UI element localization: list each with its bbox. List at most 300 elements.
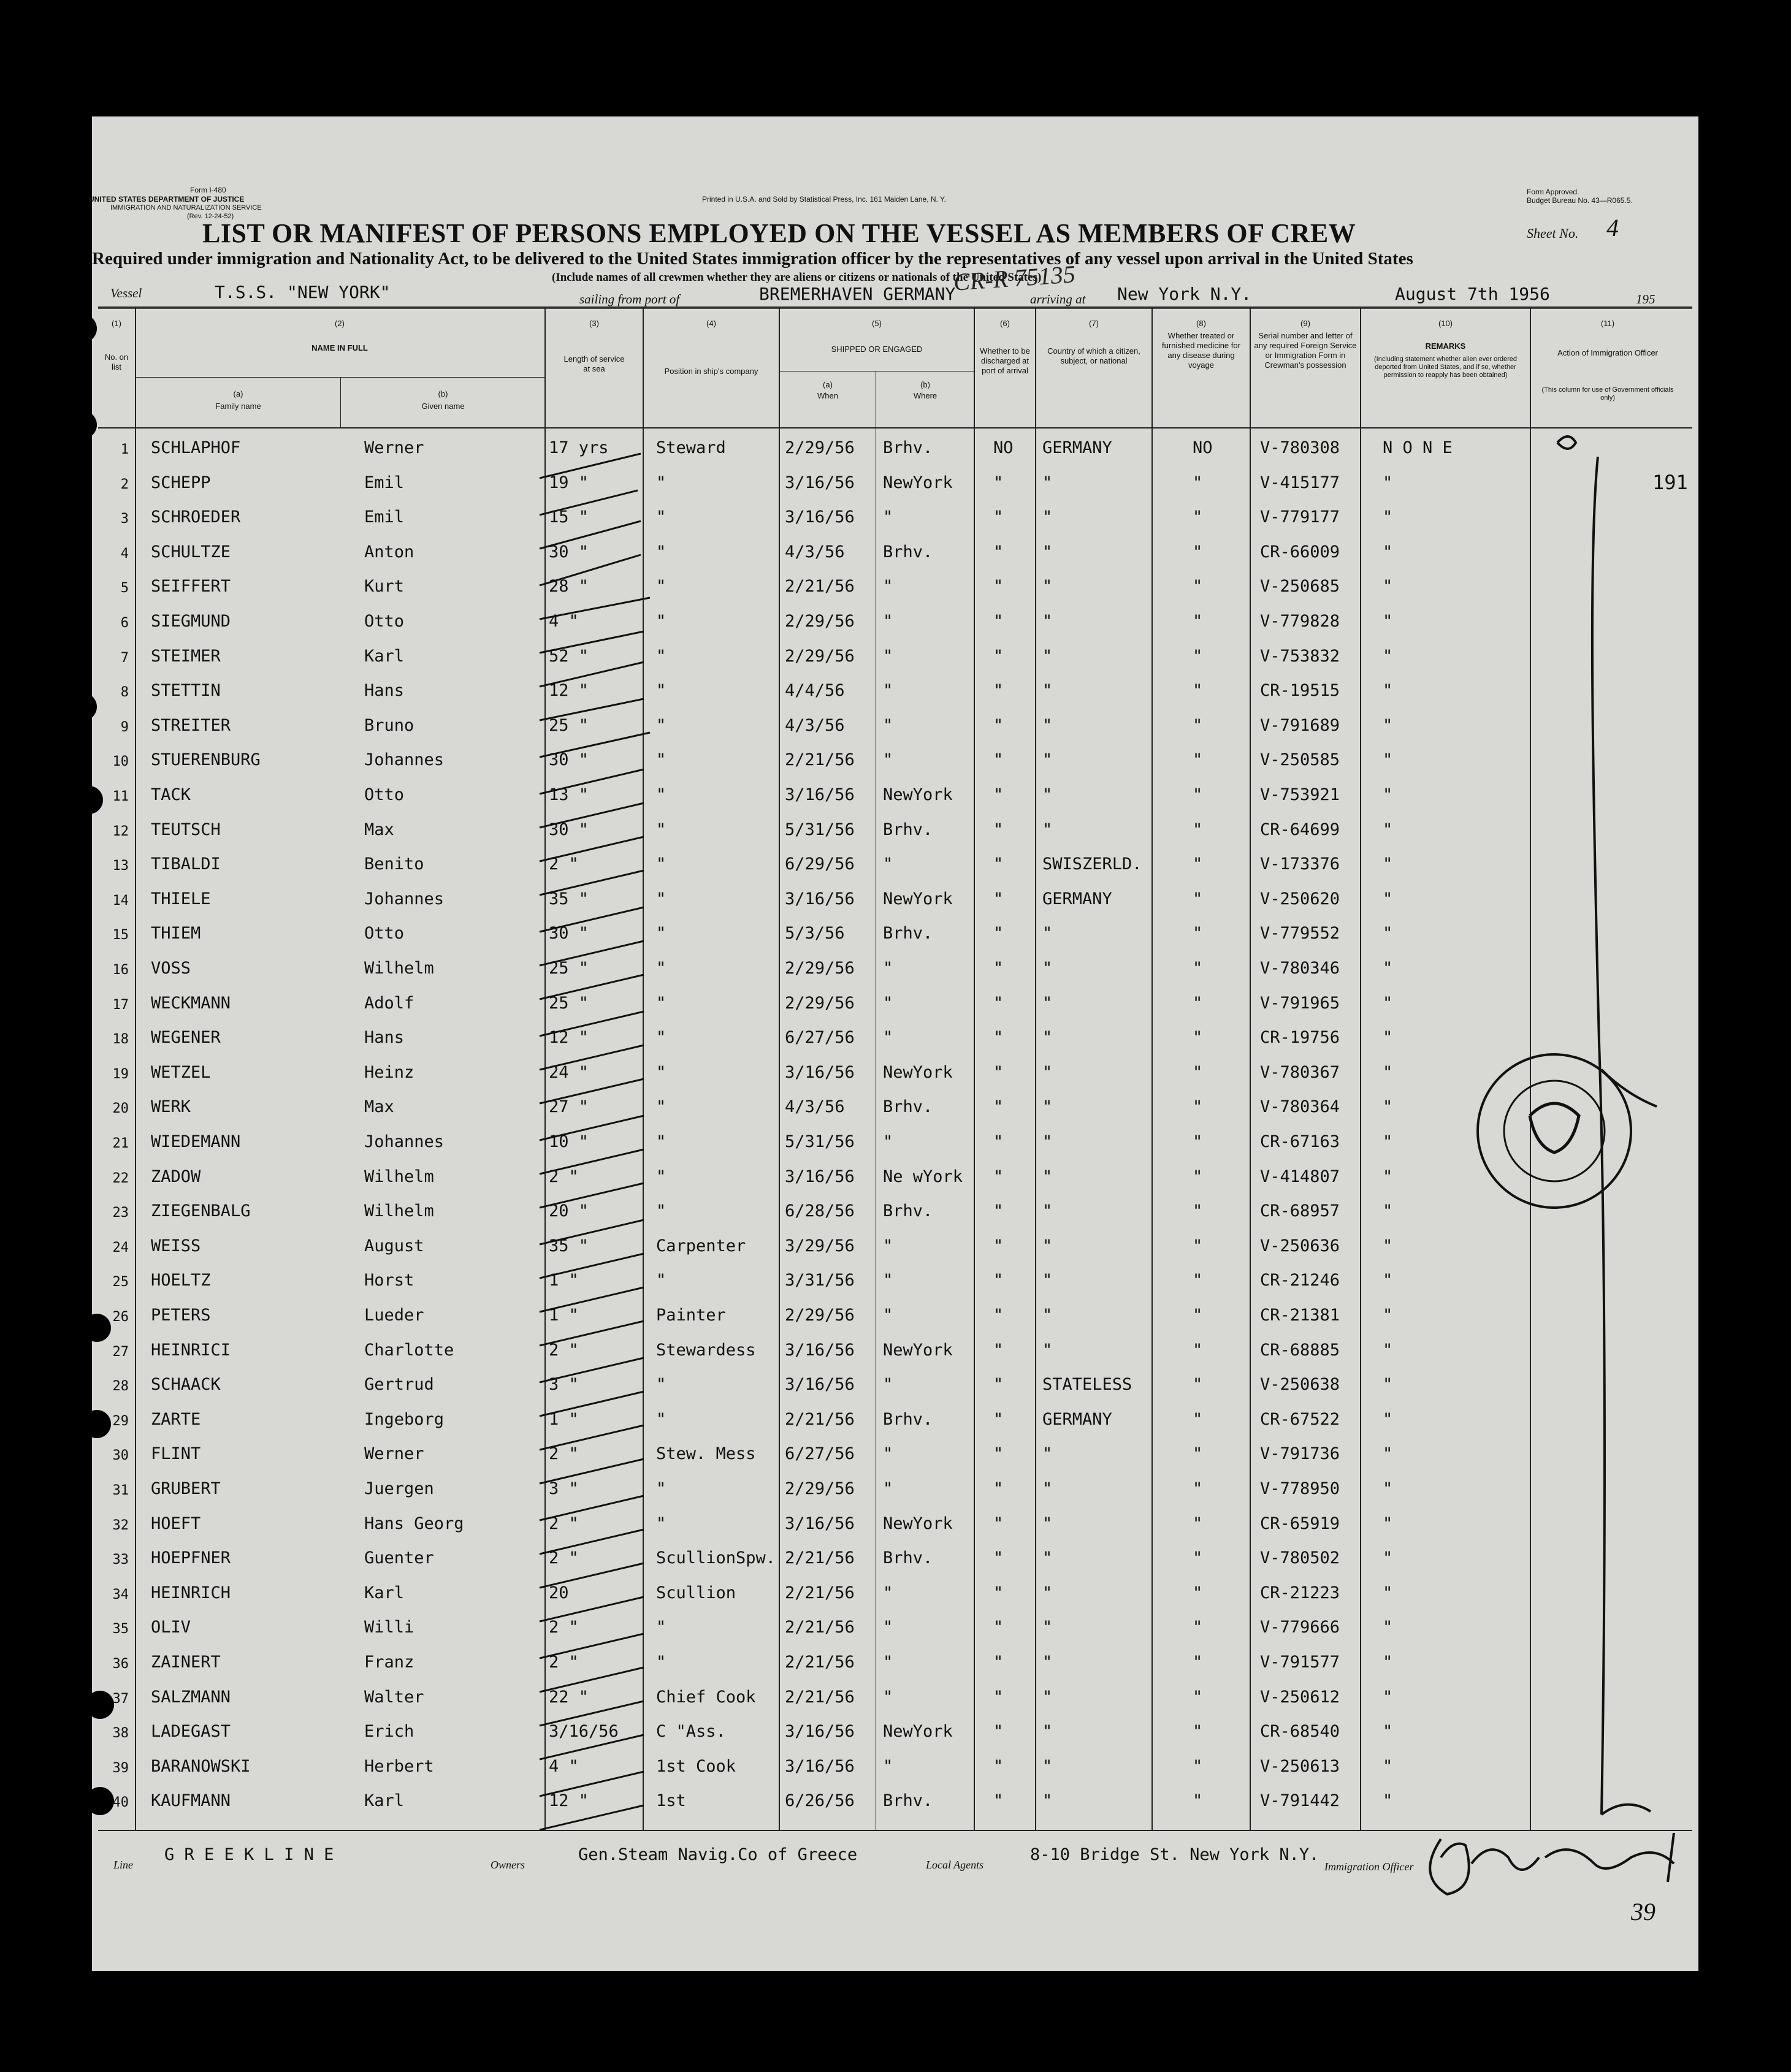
cell-serial: CR-21381 (1260, 1306, 1340, 1325)
col-2b-label: Given name (421, 402, 465, 411)
cell-given: Ingeborg (364, 1410, 445, 1429)
cell-position: " (656, 1410, 666, 1429)
cell-when: 3/16/56 (785, 508, 855, 527)
row-number: 8 (120, 685, 129, 700)
cell-country: " (1042, 1132, 1053, 1151)
cell-position: " (656, 647, 666, 666)
cell-service: 22 " (549, 1688, 589, 1707)
cell-medicine: " (1193, 1618, 1203, 1637)
cell-country: " (1042, 508, 1053, 527)
cell-medicine: " (1193, 716, 1203, 735)
port-from: BREMERHAVEN GERMANY (759, 284, 956, 304)
cell-remarks: " (1383, 750, 1393, 769)
cell-country: " (1042, 1548, 1053, 1567)
row-number: 25 (112, 1274, 129, 1290)
row-number: 22 (112, 1171, 129, 1186)
cell-service: 30 " (549, 750, 589, 769)
cell-medicine: " (1193, 1028, 1203, 1047)
col-5b-label: Where (913, 391, 938, 400)
cell-serial: V-415177 (1260, 473, 1340, 492)
cell-remarks: " (1383, 959, 1393, 978)
manifest-date: August 7th 1956 (1395, 284, 1550, 304)
cell-country: " (1042, 750, 1053, 769)
cell-remarks: " (1383, 1688, 1393, 1707)
cell-discharged: " (993, 924, 1004, 943)
row-number: 3 (120, 511, 129, 527)
cell-given: Gertrud (364, 1375, 434, 1394)
cell-country: " (1042, 473, 1053, 492)
cell-discharged: " (993, 1132, 1004, 1151)
cell-country: " (1042, 1028, 1053, 1047)
col-2-number: (2) (335, 319, 345, 328)
cell-family: LADEGAST (151, 1722, 231, 1741)
row-number: 2 (120, 477, 129, 492)
cell-medicine: " (1193, 1271, 1203, 1290)
cell-family: TEUTSCH (151, 820, 221, 839)
cell-medicine: " (1193, 1479, 1203, 1498)
cell-given: Max (364, 1097, 394, 1116)
cell-position: " (656, 924, 666, 943)
cell-country: " (1042, 959, 1053, 978)
row-number: 30 (112, 1448, 129, 1463)
cell-medicine: " (1193, 1444, 1203, 1463)
cell-family: SEIFFERT (151, 577, 231, 596)
cell-family: STREITER (151, 716, 231, 735)
cell-discharged: " (993, 820, 1004, 839)
row-number: 4 (120, 546, 129, 562)
cell-remarks: " (1383, 924, 1393, 943)
cell-family: OLIV (151, 1618, 191, 1637)
cell-country: " (1042, 543, 1053, 562)
form-number: Form I-480 (190, 186, 226, 194)
cell-when: 2/29/56 (785, 1479, 855, 1498)
row-number: 29 (112, 1414, 129, 1429)
cell-family: ZARTE (151, 1410, 201, 1429)
cell-remarks: " (1383, 508, 1393, 527)
cell-discharged: " (993, 1271, 1004, 1290)
cell-remarks: N O N E (1383, 438, 1453, 457)
cell-given: Hans Georg (364, 1514, 464, 1533)
cell-medicine: " (1193, 889, 1203, 908)
row-number: 35 (112, 1621, 129, 1637)
cell-remarks: " (1383, 1341, 1393, 1360)
cell-remarks: " (1383, 681, 1393, 700)
cell-service: 2 " (549, 1167, 579, 1186)
cell-where: " (883, 1375, 893, 1394)
cell-when: 2/29/56 (785, 438, 855, 457)
cell-where: Ne wYork (883, 1167, 963, 1186)
cell-where: NewYork (883, 473, 953, 492)
agency-service: IMMIGRATION AND NATURALIZATION SERVICE (110, 204, 262, 211)
cell-service: 10 " (549, 1132, 589, 1151)
cell-remarks: " (1383, 577, 1393, 596)
agency-name: UNITED STATES DEPARTMENT OF JUSTICE (89, 195, 245, 204)
owners: Gen.Steam Navig.Co of Greece (578, 1845, 858, 1864)
cell-service: 2 " (549, 1514, 579, 1533)
cell-service: 1 " (549, 1271, 579, 1290)
cell-remarks: " (1383, 1028, 1393, 1047)
cell-family: HOEFT (151, 1514, 201, 1533)
row-number: 32 (112, 1518, 129, 1533)
col-2-label: NAME IN FULL (311, 343, 368, 352)
col-9-number: (9) (1300, 319, 1310, 328)
cell-serial: CR-68540 (1260, 1722, 1340, 1741)
cell-service: 1 " (549, 1306, 579, 1325)
cell-where: " (883, 612, 893, 631)
col-11-sub: (This column for use of Government officials only) (1541, 386, 1674, 402)
cell-serial: V-780346 (1260, 959, 1340, 978)
cell-discharged: " (993, 1514, 1004, 1533)
cell-discharged: " (993, 681, 1004, 700)
cell-position: " (656, 681, 666, 700)
cell-country: " (1042, 994, 1053, 1013)
cell-service: 2 " (549, 1653, 579, 1672)
cell-where: " (883, 508, 893, 527)
cell-family: WETZEL (151, 1063, 211, 1082)
col-3-number: (3) (589, 319, 599, 328)
cell-discharged: " (993, 855, 1004, 874)
cell-remarks: " (1383, 1410, 1393, 1429)
agents-label: Local Agents (926, 1859, 984, 1871)
cell-remarks: " (1383, 473, 1393, 492)
cell-family: THIELE (151, 889, 211, 908)
inclusion-note: (Include names of all crewmen whether they are aliens or citizens or nationals of the United States) (552, 271, 1042, 284)
cell-discharged: " (993, 1444, 1004, 1463)
cell-family: FLINT (151, 1444, 201, 1463)
cell-where: NewYork (883, 1514, 953, 1533)
cell-serial: CR-21223 (1260, 1583, 1340, 1602)
cell-serial: V-791736 (1260, 1444, 1340, 1463)
row-number: 6 (120, 615, 129, 631)
row-number: 34 (112, 1587, 129, 1602)
arriving-label: arriving at (1030, 292, 1086, 307)
cell-service: 19 " (549, 473, 589, 492)
cell-given: Benito (364, 855, 424, 874)
port-to: New York N.Y. (1117, 284, 1252, 304)
cell-service: 30 " (549, 924, 589, 943)
cell-medicine: " (1193, 1202, 1203, 1221)
cell-discharged: " (993, 1548, 1004, 1567)
cell-service: 3 " (549, 1479, 579, 1498)
cell-country: " (1042, 924, 1053, 943)
line-label: Line (113, 1859, 134, 1871)
cell-position: " (656, 994, 666, 1013)
cell-remarks: " (1383, 1167, 1393, 1186)
cell-when: 3/31/56 (785, 1271, 855, 1290)
cell-remarks: " (1383, 612, 1393, 631)
cell-country: " (1042, 647, 1053, 666)
cell-serial: V-173376 (1260, 855, 1340, 874)
cell-where: Brhv. (883, 820, 933, 839)
cell-position: Stew. Mess (656, 1444, 756, 1463)
cell-medicine: " (1193, 543, 1203, 562)
cell-service: 1 " (549, 1410, 579, 1429)
cell-country: " (1042, 1167, 1053, 1186)
cell-remarks: " (1383, 1063, 1393, 1082)
cell-discharged: " (993, 1063, 1004, 1082)
cell-when: 3/16/56 (785, 889, 855, 908)
col-4-label: Position in ship's company (664, 367, 758, 376)
cell-position: " (656, 1063, 666, 1082)
cell-remarks: " (1383, 1097, 1393, 1116)
cell-country: " (1042, 1618, 1053, 1637)
cell-position: " (656, 716, 666, 735)
cell-discharged: " (993, 959, 1004, 978)
cell-medicine: " (1193, 1791, 1203, 1810)
row-number: 28 (112, 1379, 129, 1394)
cell-when: 2/29/56 (785, 994, 855, 1013)
cell-given: Otto (364, 924, 405, 943)
cell-service: 2 " (549, 1548, 579, 1567)
cell-family: WEGENER (151, 1028, 221, 1047)
cell-country: SWISZERLD. (1042, 855, 1142, 874)
cell-when: 3/16/56 (785, 1514, 855, 1533)
officer-label: Immigration Officer (1324, 1861, 1414, 1873)
cell-service: 2 " (549, 1618, 579, 1637)
cell-position: Stewardess (656, 1341, 756, 1360)
cell-remarks: " (1383, 1375, 1393, 1394)
cell-given: Werner (364, 438, 424, 457)
row-number: 7 (120, 650, 129, 666)
cell-family: SCHULTZE (151, 543, 231, 562)
col-7-number: (7) (1089, 319, 1099, 328)
cell-medicine: " (1193, 473, 1203, 492)
cell-service: 35 " (549, 1236, 589, 1255)
cell-when: 4/3/56 (785, 716, 845, 735)
cell-discharged: " (993, 1341, 1004, 1360)
cell-medicine: " (1193, 1410, 1203, 1429)
col-11-label: Action of Immigration Officer (1557, 348, 1658, 357)
cell-remarks: " (1383, 820, 1393, 839)
cell-country: " (1042, 820, 1053, 839)
cell-country: " (1042, 1722, 1053, 1741)
cell-serial: V-250636 (1260, 1236, 1340, 1255)
cell-given: Otto (364, 612, 405, 631)
cell-family: HEINRICH (151, 1583, 231, 1602)
cell-medicine: " (1193, 750, 1203, 769)
cell-country: " (1042, 1653, 1053, 1672)
cell-discharged: " (993, 473, 1004, 492)
cell-when: 6/26/56 (785, 1791, 855, 1810)
cell-where: " (883, 716, 893, 735)
cell-position: Scullion (656, 1583, 736, 1602)
cell-given: Adolf (364, 994, 414, 1013)
cell-position: " (656, 1618, 666, 1637)
cell-where: " (883, 1028, 893, 1047)
cell-discharged: " (993, 1375, 1004, 1394)
cell-serial: V-791689 (1260, 716, 1340, 735)
row-number: 10 (112, 754, 129, 769)
cell-serial: V-791442 (1260, 1791, 1340, 1810)
cell-serial: V-250638 (1260, 1375, 1340, 1394)
cell-given: Wilhelm (364, 1202, 434, 1221)
cell-family: ZIEGENBALG (151, 1202, 251, 1221)
cell-serial: V-250620 (1260, 889, 1340, 908)
cell-service: 2 " (549, 855, 579, 874)
cell-remarks: " (1383, 1548, 1393, 1567)
owners-label: Owners (491, 1859, 525, 1871)
cell-when: 3/16/56 (785, 1063, 855, 1082)
row-number: 5 (120, 581, 129, 596)
cell-medicine: " (1193, 1583, 1203, 1602)
cell-given: Horst (364, 1271, 414, 1290)
cell-family: KAUFMANN (151, 1791, 231, 1810)
cell-where: Brhv. (883, 543, 933, 562)
row-number: 31 (112, 1483, 129, 1498)
cell-position: " (656, 1271, 666, 1290)
cell-position: " (656, 473, 666, 492)
cell-country: GERMANY (1042, 1410, 1112, 1429)
form-approved: Form Approved. (1527, 188, 1579, 196)
cell-discharged: " (993, 1410, 1004, 1429)
cell-country: " (1042, 1514, 1053, 1533)
cell-position: Painter (656, 1306, 726, 1325)
cell-when: 2/21/56 (785, 1618, 855, 1637)
cell-given: Johannes (364, 889, 445, 908)
cell-family: TACK (151, 785, 191, 804)
cell-family: WIEDEMANN (151, 1132, 241, 1151)
cell-country: GERMANY (1042, 438, 1112, 457)
cell-given: August (364, 1236, 424, 1255)
cell-position: " (656, 820, 666, 839)
cell-given: Juergen (364, 1479, 434, 1498)
cell-family: ZADOW (151, 1167, 201, 1186)
cell-country: " (1042, 577, 1053, 596)
year-suffix: 195 (1636, 292, 1655, 307)
cell-serial: CR-19515 (1260, 681, 1340, 700)
cell-service: 25 " (549, 994, 589, 1013)
cell-family: PETERS (151, 1306, 211, 1325)
officer-signature (1430, 1833, 1674, 1894)
cell-given: Wilhelm (364, 1167, 434, 1186)
cell-where: NewYork (883, 785, 953, 804)
col-1-number: (1) (112, 319, 121, 328)
cell-family: WECKMANN (151, 994, 231, 1013)
cell-remarks: " (1383, 1306, 1393, 1325)
cell-when: 2/21/56 (785, 1410, 855, 1429)
cell-position: Steward (656, 438, 726, 457)
col-2b-number: (b) (438, 389, 448, 398)
cell-position: " (656, 612, 666, 631)
cell-medicine: " (1193, 1097, 1203, 1116)
cell-when: 2/21/56 (785, 1583, 855, 1602)
col-9-label: Serial number and letter of any required Foreign Service or Immigration Form in Crewman's possession (1254, 331, 1357, 370)
cell-when: 2/21/56 (785, 750, 855, 769)
cell-serial: V-780364 (1260, 1097, 1340, 1116)
cell-position: " (656, 1097, 666, 1116)
cell-country: " (1042, 681, 1053, 700)
cell-where: " (883, 994, 893, 1013)
cell-position: " (656, 1514, 666, 1533)
vessel-label: Vessel (110, 286, 142, 300)
cell-position: " (656, 1028, 666, 1047)
cell-discharged: " (993, 1688, 1004, 1707)
cell-country: " (1042, 1271, 1053, 1290)
cell-family: HOELTZ (151, 1271, 211, 1290)
cell-given: Franz (364, 1653, 414, 1672)
cell-service: 20 " (549, 1202, 589, 1221)
cell-service: 4 " (549, 612, 579, 631)
cell-where: " (883, 1479, 893, 1498)
cell-given: Johannes (364, 750, 445, 769)
row-number: 21 (112, 1136, 129, 1151)
cell-medicine: " (1193, 1722, 1203, 1741)
cell-position: " (656, 785, 666, 804)
row-number: 23 (112, 1205, 129, 1221)
col-5a-number: (a) (823, 380, 833, 389)
cell-service: 28 " (549, 577, 589, 596)
consular-seal (1478, 1054, 1631, 1208)
sheet-number: 4 (1606, 214, 1619, 242)
cell-service: 12 " (549, 681, 589, 700)
cell-service: 27 " (549, 1097, 589, 1116)
cell-service: 12 " (549, 1028, 589, 1047)
cell-country: " (1042, 716, 1053, 735)
cell-position: " (656, 1202, 666, 1221)
handwritten-cr-number: CR-R 75135 (952, 260, 1077, 296)
cell-serial: V-791577 (1260, 1653, 1340, 1672)
page-title: LIST OR MANIFEST OF PERSONS EMPLOYED ON THE VESSEL AS MEMBERS OF CREW (202, 218, 1356, 248)
cell-country: " (1042, 612, 1053, 631)
cell-remarks: " (1383, 1722, 1393, 1741)
page-subtitle: Required under immigration and Nationality Act, to be delivered to the United States immigration officer by the representatives of any vessel upon arrival in the United States (92, 249, 1413, 269)
cell-position: " (656, 889, 666, 908)
col-5a-label: When (817, 391, 838, 400)
cell-serial: CR-66009 (1260, 543, 1340, 562)
cell-position: " (656, 577, 666, 596)
cell-family: SIEGMUND (151, 612, 231, 631)
row-number: 18 (112, 1032, 129, 1047)
cell-when: 3/16/56 (785, 1757, 855, 1776)
cell-when: 5/31/56 (785, 820, 855, 839)
cell-medicine: " (1193, 1548, 1203, 1567)
cell-serial: CR-68885 (1260, 1341, 1340, 1360)
cell-when: 3/16/56 (785, 1722, 855, 1741)
cell-serial: V-791965 (1260, 994, 1340, 1013)
cell-country: " (1042, 1583, 1053, 1602)
cell-medicine: " (1193, 959, 1203, 978)
cell-when: 3/16/56 (785, 1375, 855, 1394)
cell-where: " (883, 1271, 893, 1290)
cell-family: ZAINERT (151, 1653, 221, 1672)
cell-where: " (883, 577, 893, 596)
cell-when: 2/29/56 (785, 647, 855, 666)
cell-remarks: " (1383, 994, 1393, 1013)
cell-remarks: " (1383, 855, 1393, 874)
cell-medicine: " (1193, 508, 1203, 527)
cell-medicine: " (1193, 647, 1203, 666)
cell-remarks: " (1383, 1479, 1393, 1498)
cell-remarks: " (1383, 1757, 1393, 1776)
cell-serial: V-780308 (1260, 438, 1340, 457)
cell-service: 25 " (549, 959, 589, 978)
cell-where: Brhv. (883, 1097, 933, 1116)
cell-discharged: " (993, 1028, 1004, 1047)
row-number: 9 (120, 720, 129, 735)
cell-country: " (1042, 1097, 1053, 1116)
row-number: 17 (112, 997, 129, 1013)
cell-discharged: " (993, 1306, 1004, 1325)
col-1-label: No. on list (104, 352, 129, 371)
cell-discharged: " (993, 716, 1004, 735)
cell-discharged: " (993, 1618, 1004, 1637)
cell-medicine: " (1193, 681, 1203, 700)
cell-given: Emil (364, 508, 405, 527)
cell-serial: V-250612 (1260, 1688, 1340, 1707)
cell-discharged: " (993, 750, 1004, 769)
cell-family: HEINRICI (151, 1341, 231, 1360)
cell-given: Emil (364, 473, 405, 492)
